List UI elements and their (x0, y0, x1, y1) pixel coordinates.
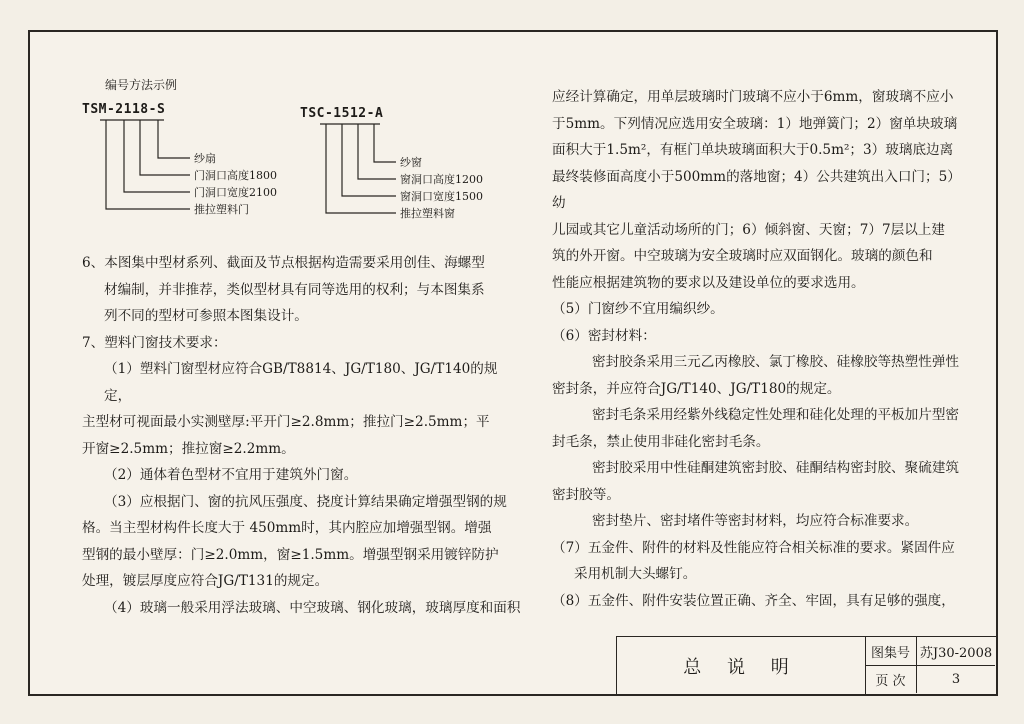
left-line: （4）玻璃一般采用浮法玻璃、中空玻璃、钢化玻璃，玻璃厚度和面积 (104, 599, 521, 616)
door-label-3: 推拉塑料门 (194, 203, 249, 216)
right-line: 密封胶采用中性硅酮建筑密封胶、硅酮结构密封胶、聚硫建筑 (592, 460, 960, 476)
atlas-number-label: 图集号 (865, 637, 917, 666)
atlas-number: 苏J30-2008 (917, 637, 995, 666)
title-block (616, 636, 996, 694)
numbering-example-title: 编号方法示例 (105, 78, 178, 92)
door-label-1: 门洞口高度1800 (194, 169, 277, 182)
left-line: 格。当主型材构件长度大于 450mm时，其内腔应加增强型钢。增强 (82, 520, 492, 536)
right-line: 密封垫片、密封堵件等密封材料，均应符合标准要求。 (592, 513, 919, 529)
right-line: 密封胶条采用三元乙丙橡胶、氯丁橡胶、硅橡胶等热塑性弹性 (592, 354, 960, 370)
left-text-column (82, 250, 522, 621)
right-line: 采用机制大头螺钉。 (574, 566, 697, 582)
left-line: 7、塑料门窗技术要求： (82, 334, 227, 351)
right-line: （5）门窗纱不宜用编织纱。 (552, 301, 724, 317)
left-line: 材编制，并非推荐，类似型材具有同等选用的权利；与本图集系 (104, 281, 485, 298)
drawing-sheet (28, 30, 998, 696)
right-line: 于5mm。下列情况应选用安全玻璃：1）地弹簧门；2）窗单块玻璃 (552, 115, 958, 132)
right-line: 性能应根据建筑物的要求以及建设单位的要求选用。 (552, 274, 865, 291)
sheet-title: 总 说 明 (617, 637, 866, 694)
page-number: 3 (951, 672, 961, 687)
window-label-1: 窗洞口高度1200 (400, 173, 483, 186)
left-line: 6、本图集中型材系列、截面及节点根据构造需要采用创佳、海螺型 (82, 255, 485, 271)
door-label-0: 纱扇 (194, 152, 216, 165)
left-line: 主型材可视面最小实测壁厚:平开门≥2.8mm；推拉门≥2.5mm；平 (82, 414, 490, 430)
right-line: 密封条，并应符合JG/T140、JG/T180的规定。 (552, 380, 841, 397)
right-line: 密封胶等。 (552, 486, 620, 503)
right-line: 面积大于1.5m²，有框门单块玻璃面积大于0.5m²；3）玻璃底边离 (552, 142, 954, 158)
right-line: （6）密封材料： (552, 327, 656, 344)
left-line: （1）塑料门窗型材应符合GB/T8814、JG/T180、JG/T140的规定， (104, 361, 498, 404)
right-line: （7）五金件、附件的材料及性能应符合相关标准的要求。紧固件应 (552, 539, 955, 556)
left-line: （2）通体着色型材不宜用于建筑外门窗。 (104, 467, 358, 483)
window-label-3: 推拉塑料窗 (400, 207, 455, 220)
left-line: 型钢的最小壁厚：门≥2.0mm，窗≥1.5mm。增强型钢采用镀锌防护 (82, 546, 499, 563)
page-label: 页 次 (865, 666, 917, 693)
left-line: 处理，镀层厚度应符合JG/T131的规定。 (82, 573, 329, 589)
left-line: 列不同的型材可参照本图集设计。 (104, 308, 308, 324)
right-line: 儿园或其它儿童活动场所的门；6）倾斜窗、天窗；7）7层以上建 (552, 221, 945, 238)
window-label-0: 纱窗 (400, 156, 422, 169)
right-line: 最终装修面高度小于500mm的落地窗；4）公共建筑出入口门；5）幼 (552, 168, 961, 211)
right-line: 应经计算确定，用单层玻璃时门玻璃不应小于6mm，窗玻璃不应小 (552, 89, 954, 105)
left-line: 开窗≥2.5mm；推拉窗≥2.2mm。 (82, 440, 295, 457)
right-line: 封毛条，禁止使用非硅化密封毛条。 (552, 433, 770, 450)
window-label-2: 窗洞口宽度1500 (400, 190, 483, 203)
door-label-2: 门洞口宽度2100 (194, 186, 277, 199)
right-text-column (552, 84, 968, 614)
right-line: （8）五金件、附件安装位置正确、齐全、牢固，具有足够的强度， (552, 592, 955, 609)
right-line: 筑的外开窗。中空玻璃为安全玻璃时应双面钢化。玻璃的颜色和 (552, 248, 933, 264)
door-code-example: TSM-2118-S (82, 102, 166, 117)
right-line: 密封毛条采用经紫外线稳定性处理和硅化处理的平板加片型密 (592, 407, 960, 423)
left-line: （3）应根据门、窗的抗风压强度、挠度计算结果确定增强型钢的规 (104, 493, 507, 510)
window-code-example: TSC-1512-A (300, 106, 384, 121)
